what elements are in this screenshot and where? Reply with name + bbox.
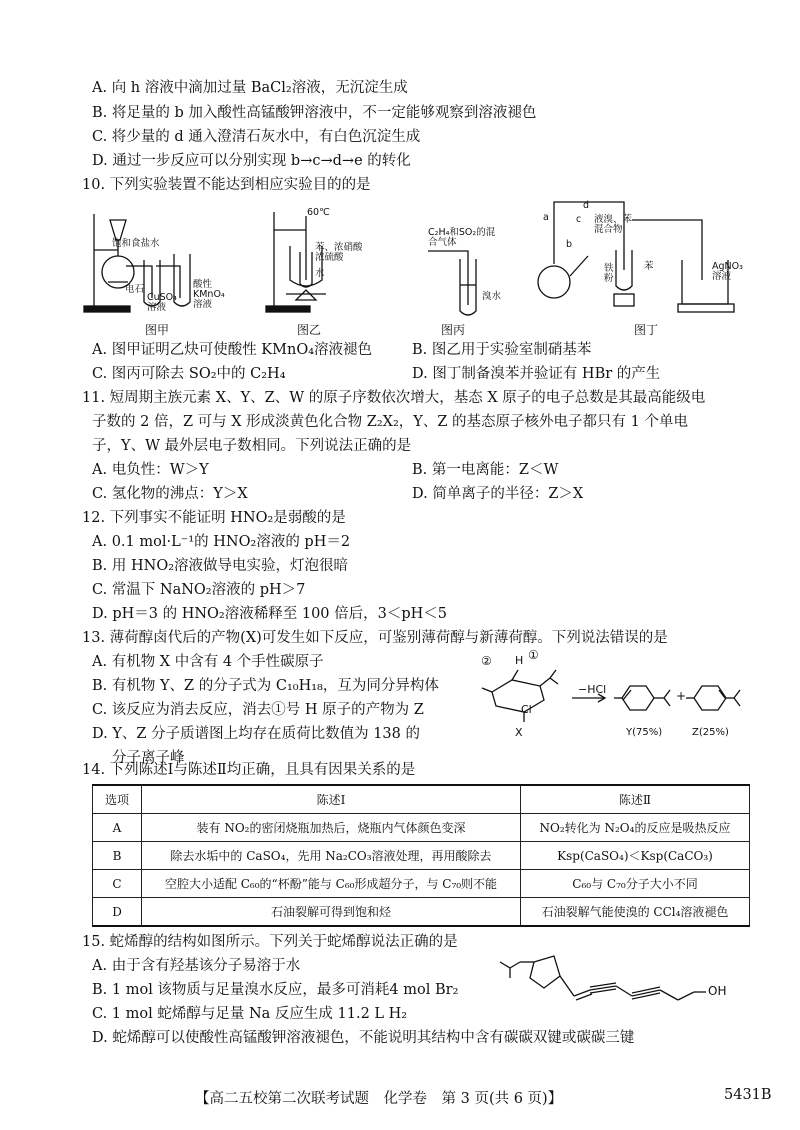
- q11-option-b: B. 第一电离能：Z＜W: [412, 462, 559, 478]
- q15-option-c: C. 1 mol 蛇烯醇与足量 Na 反应生成 11.2 L H₂: [92, 1006, 408, 1022]
- row-d-statement-2: 石油裂解气能使溴的 CCl₄溶液褪色: [521, 898, 750, 927]
- row-d-option: D: [93, 898, 142, 927]
- q15-structure: [498, 950, 738, 1020]
- fig-yi-label-water: 水: [315, 268, 325, 279]
- q13-option-c: C. 该反应为消去反应，消去①号 H 原子的产物为 Z: [92, 702, 424, 718]
- q12-option-d: D. pH＝3 的 HNO₂溶液稀释至 100 倍后，3＜pH＜5: [92, 606, 448, 622]
- q13-label-x: X: [515, 726, 523, 739]
- q15-option-a: A. 由于含有羟基该分子易溶于水: [92, 958, 301, 974]
- fig-bing-label-bromine: 溴水: [482, 291, 502, 302]
- q12-option-c: C. 常温下 NaNO₂溶液的 pH＞7: [92, 582, 306, 598]
- figure-yi: [266, 207, 356, 320]
- table-row: [93, 870, 750, 898]
- row-b-statement-1: 除去水垢中的 CaSO₄，先用 Na₂CO₃溶液处理，再用酸除去: [142, 842, 521, 870]
- fig-ding-label-c: c: [576, 214, 582, 225]
- q9-option-c: C. 将少量的 d 通入澄清石灰水中，有白色沉淀生成: [92, 129, 421, 145]
- fig-jia-label-kmno4: 酸性KMnO₄溶液: [193, 279, 225, 310]
- figure-bing: [420, 245, 490, 320]
- caption-jia: 图甲: [145, 323, 170, 337]
- fig-yi-label-reagents: 苯、浓硝酸浓硫酸: [315, 242, 363, 263]
- row-d-statement-1: 石油裂解可得到饱和烃: [142, 898, 521, 927]
- row-c-option: C: [93, 870, 142, 898]
- q15-oh-label: OH: [708, 984, 727, 998]
- q12-option-b: B. 用 HNO₂溶液做导电实验，灯泡很暗: [92, 558, 349, 574]
- row-a-option: A: [93, 814, 142, 842]
- fig-ding-label-a: a: [543, 212, 549, 223]
- table-header-row: [93, 785, 750, 814]
- table-row: [93, 898, 750, 927]
- q11-stem-line2: 子数的 2 倍，Z 可与 X 形成淡黄色化合物 Z₂X₂，Y、Z 的基态原子核外电子都只有 1 个单电: [92, 414, 688, 430]
- q13-option-a: A. 有机物 X 中含有 4 个手性碳原子: [92, 654, 324, 670]
- row-b-statement-2: Ksp(CaSO₄)＜Ksp(CaCO₃): [521, 842, 750, 870]
- q13-h-label: H: [515, 654, 524, 667]
- q10-option-a: A. 图甲证明乙炔可使酸性 KMnO₄溶液褪色: [92, 342, 373, 358]
- q13-label-y: Y(75%): [626, 727, 663, 738]
- fig-jia-label-brine: 饱和食盐水: [112, 238, 160, 249]
- q9-option-b: B. 将足量的 b 加入酸性高锰酸钾溶液中，不一定能够观察到溶液褪色: [92, 105, 537, 121]
- paper-code: 5431B: [724, 1087, 772, 1103]
- row-a-statement-2: NO₂转化为 N₂O₄的反应是吸热反应: [521, 814, 750, 842]
- q14-table: [92, 784, 750, 927]
- header-option: 选项: [93, 785, 142, 814]
- q13-plus: +: [676, 689, 687, 703]
- q9-option-d: D. 通过一步反应可以分别实现 b→c→d→e 的转化: [92, 153, 411, 169]
- caption-yi: 图乙: [297, 323, 322, 337]
- q13-option-d-cont: 分子离子峰: [112, 750, 185, 766]
- q13-mark-1: ①: [528, 648, 539, 662]
- row-c-statement-1: 空腔大小适配 C₆₀的“杯酚”能与 C₆₀形成超分子，与 C₇₀则不能: [142, 870, 521, 898]
- q13-stem: 13. 薄荷醇卤代后的产物(X)可发生如下反应，可鉴别薄荷醇与新薄荷醇。下列说法错误的是: [82, 630, 668, 646]
- caption-ding: 图丁: [634, 323, 659, 337]
- figure-ding: [532, 200, 742, 320]
- q10-option-b: B. 图乙用于实验室制硝基苯: [412, 342, 592, 358]
- q13-mark-2: ②: [481, 654, 492, 668]
- q10-stem: 10. 下列实验装置不能达到相应实验目的的是: [82, 177, 371, 193]
- fig-ding-label-agno3: AgNO₃溶液: [712, 261, 743, 282]
- q11-stem-line3: 子，Y、W 最外层电子数相同。下列说法正确的是: [92, 438, 412, 454]
- q15-option-d: D. 蛇烯醇可以使酸性高锰酸钾溶液褪色，不能说明其结构中含有碳碳双键或碳碳三键: [92, 1030, 635, 1046]
- fig-ding-label-iron: 铁粉: [604, 263, 614, 284]
- fig-jia-label-cuso4: CuSO₄溶液: [147, 292, 177, 313]
- row-a-statement-1: 装有 NO₂的密闭烧瓶加热后，烧瓶内气体颜色变深: [142, 814, 521, 842]
- q15-stem: 15. 蛇烯醇的结构如图所示。下列关于蛇烯醇说法正确的是: [82, 934, 458, 950]
- header-statement-2: 陈述Ⅱ: [521, 785, 750, 814]
- q13-cl-label: Cl: [521, 703, 532, 716]
- fig-jia-label-carbide: 电石: [125, 284, 145, 295]
- fig-ding-label-b: b: [566, 239, 573, 250]
- q14-stem: 14. 下列陈述Ⅰ与陈述Ⅱ均正确，且具有因果关系的是: [82, 762, 416, 778]
- q10-option-c: C. 图丙可除去 SO₂中的 C₂H₄: [92, 366, 286, 382]
- q11-option-c: C. 氢化物的沸点：Y＞X: [92, 486, 248, 502]
- row-b-option: B: [93, 842, 142, 870]
- table-row: [93, 842, 750, 870]
- row-c-statement-2: C₆₀与 C₇₀分子大小不同: [521, 870, 750, 898]
- table-row: [93, 814, 750, 842]
- q11-option-a: A. 电负性：W＞Y: [92, 462, 209, 478]
- page-footer: 【高二五校第二次联考试题 化学卷 第 3 页(共 6 页)】: [195, 1091, 563, 1107]
- q10-option-d: D. 图丁制备溴苯并验证有 HBr 的产生: [412, 366, 661, 382]
- q15-option-b: B. 1 mol 该物质与足量溴水反应，最多可消耗4 mol Br₂: [92, 982, 459, 998]
- q9-option-a: A. 向 h 溶液中滴加过量 BaCl₂溶液，无沉淀生成: [92, 80, 408, 96]
- q12-stem: 12. 下列事实不能证明 HNO₂是弱酸的是: [82, 510, 346, 526]
- fig-ding-label-benzene: 苯: [644, 261, 654, 272]
- fig-ding-label-d: d: [583, 200, 590, 211]
- q12-option-a: A. 0.1 mol·L⁻¹的 HNO₂溶液的 pH＝2: [92, 534, 351, 550]
- header-statement-1: 陈述Ⅰ: [142, 785, 521, 814]
- caption-bing: 图丙: [441, 323, 466, 337]
- q13-option-d: D. Y、Z 分子质谱图上均存在质荷比数值为 138 的: [92, 726, 420, 742]
- fig-yi-label-temp: 60℃: [307, 207, 330, 218]
- fig-bing-label-gas: C₂H₄和SO₂的混合气体: [428, 227, 496, 248]
- q13-label-z: Z(25%): [692, 727, 729, 738]
- q13-option-b: B. 有机物 Y、Z 的分子式为 C₁₀H₁₈，互为同分异构体: [92, 678, 439, 694]
- q11-stem-line1: 11. 短周期主族元素 X、Y、Z、W 的原子序数依次增大，基态 X 原子的电子总数是其最高能级电: [82, 390, 706, 406]
- q11-option-d: D. 简单离子的半径：Z＞X: [412, 486, 584, 502]
- fig-ding-label-mixture: 液溴、苯混合物: [594, 214, 633, 235]
- q13-reagent: −HCl: [578, 683, 607, 696]
